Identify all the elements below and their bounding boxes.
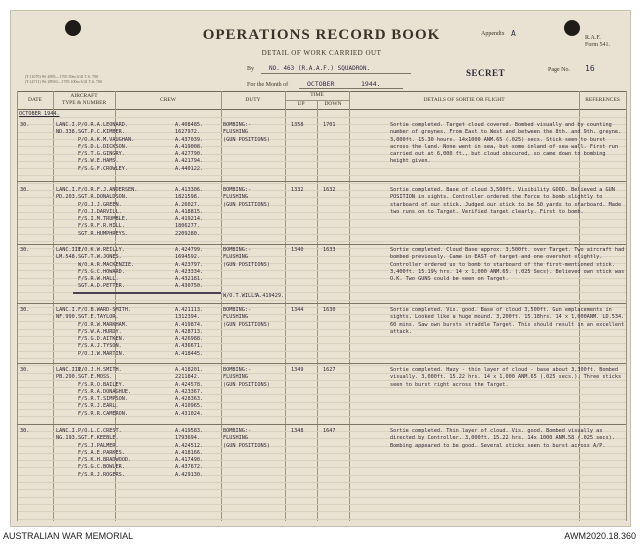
sortie-crew: F/O.B.WARD-SMITH. SGT.E.TAYLOR. F/O.R.W.MARKHAM. F/S.W.A.HURDY. F/S.G.D.AITKEN. F/S.A.J.TYSON. P/O.J.W.MARTIN. [78,307,132,357]
sortie-crew: F/O.R.F.J.ANDERSEN. SGT.R.DONALDSON. P/O.J.J.GREEN. F/O.J.DARVILL. F/S.I.M.TRUMBLE. F/S.R.F.R.HILL. SGT.R.HUMPHREYS. [78,187,138,237]
col-up: UP [297,101,305,107]
col-time: TIME [310,92,324,98]
ruled-line [18,175,626,176]
sortie-time-down: 1701 [323,122,336,128]
ruled-line [18,497,626,498]
sortie-duty: BOMBING:- FLUSHING (GUN POSITIONS) [223,247,270,268]
page-subtitle: DETAIL OF WORK CARRIED OUT [261,49,382,57]
sortie-details: Sortie completed. Base of cloud 3,500ft. Visibility GOOD. Believed a GUN POSITION in sights. Controller ordered the Force to bomb slightly to starboard of our stick. Judged our stick to be 50 yards to starboard. Made two runs on to Target. Verified target clearly. First to bomb. [390,187,622,215]
sortie-date: 30. [20,122,30,128]
sortie-crew-numbers: A.418201. 2211842. A.424578. A.423367. A.428363. A.410965. A.431024. [175,367,204,417]
sortie-time-up: 1344 [291,307,304,313]
month-value: OCTOBER [307,80,335,88]
sortie-crew: P/O.L.C.CREST. SGT.F.KEEBLE. F/S.J.PALMER. F/S.A.E.PARKES. F/S.K.H.BRADWOOD. F/S.G.C.BOWLER. F/S.R.J.ROGERS. [78,428,132,478]
appendix-label: Appendix [481,31,505,37]
sortie-details: Sortie completed. Cloud Base approx. 3,500ft. over Target. Two aircraft had bombed previously. Came in EAST of target and one overshot slightly. Controller ordered us to bomb to starboard of the first-mentioned stick. 3,400ft. 15.19½ hrs. 14 x 1,000 ANM.65. (.025 Secs). Believed own stick was O.K. Two GUNS could be seen on Target. [390,247,625,283]
ruled-line [18,489,626,490]
sortie-details: Sortie completed. Hazy - thin layer of cloud - base about 3,300ft. Bombed visually. 3,000ft. 15.22 hrs. 14 x 1,000 ANM.65 (.025 secs.). Three sticks seen to burst right across the Target. [390,367,622,388]
col-down: DOWN [324,101,342,107]
page-label: Page No. [548,67,570,73]
ruled-line [18,482,626,483]
sortie-details: Sortie completed. Target cloud covered. Bombed visually and by counting number of greynes. From East to West and between the 8th. and 9th. greyne. 3,000ft. 15.30 hours. 14x1000 ANM.65 (.025) secs. Stick seen to burst across the land. None went in sea, but some inland of sea wall. First run carried out at 6,000 ft., but cloud obscured, so came down to bombing height given. [390,122,622,165]
archive-name: AUSTRALIAN WAR MEMORIAL [3,531,134,541]
month-label: For the Month of [247,82,289,88]
ruled-line [18,300,626,301]
sortie-duty: BOMBING:- FLUSHING (GUN POSITIONS) [223,187,270,208]
sortie-crew: P/O.R.A.LEONARD. SGT.P.C.KIMBER. P/O.A.K.M.VAUGHAN. F/S.D.L.DICKSON. F/S.T.G.GINGRY. F/S.W.E.HAMS. F/S.G.F.CROWLEY. [78,122,135,172]
col-crew: CREW [160,97,176,103]
col-aircraft: AIRCRAFT TYPE & NUMBER [61,93,107,106]
sortie-date: 30. [20,247,30,253]
ruled-line [18,511,626,512]
sortie-time-up: 1358 [291,122,304,128]
raf-label: R.A.F. [585,35,601,41]
sortie-date: 30. [20,187,30,193]
by-label: By [247,66,255,72]
sortie-details: Sortie completed. Vis. good. Base of cloud 3,500ft. Gun emplacements in sights. Looked like a huge mound. 3,200ft. 15.18hrs. 14 x 1,000ANM. LD.534. 60 mins. Saw own bursts straddle Target. This should result in an excellent attack. [390,307,625,335]
sortie-crew: P/O.J.H.SMITH. SGT.E.MOSS. F/S.R.O.BAILEY. F/S.R.A.DONAGHUE. F/S.R.T.SIMPSON. F/S.R.J.EARL. F/S.R.R.CAMERON. [78,367,132,417]
sortie-aircraft: LANC.I. NF.990. [56,307,78,321]
extra-crew-number: A.419429. [256,293,285,299]
sortie-aircraft: LANC.III. LM.548. [56,247,85,261]
sortie-aircraft: LANC.I. PD.203. [56,187,78,201]
record-sheet [10,10,631,527]
sortie-duty: BOMBING:- FLUSHING (GUN POSITIONS) [223,367,270,388]
sortie-aircraft: LANC.I. NG.193. [56,428,78,442]
archive-footer [0,530,640,545]
page-title: OPERATIONS RECORD BOOK [202,27,441,43]
printer-notes: (T.11079) Wt 4995—1765 50m 6/41 T.S. 700 (T.14711) Wt 28910—1785 100m 6/41 T.S. 700 [25,74,102,84]
col-date: DATE [27,97,43,103]
sortie-aircraft: LANC.I. ND.338. [56,122,78,136]
sortie-crew: F/O.K.W.REILLY. SGT.T.W.JONES. W/O.A.R.MACKENZIE. F/S.G.C.HOWARD. F/S.R.W.HALL. SGT.A.D.PETTER. [78,247,135,290]
year-value: 1944. [361,80,381,88]
sortie-time-up: 1349 [291,367,304,373]
sortie-time-down: 1627 [323,367,336,373]
sortie-time-up: 1332 [291,187,304,193]
sortie-details: Sortie completed. Thin layer of cloud. Vis. good. Bombed visually as directed by Controller. 3,000ft. 15.22 hrs. 14x 1000 ANM.58 (.025 secs). Bombing appeared to be good. Several sticks seen to burst across A/P. [390,428,615,449]
sortie-date: 30. [20,428,30,434]
ruled-line [18,117,626,118]
ruled-line [18,519,626,520]
sortie-time-down: 1633 [323,247,336,253]
archive-reference: AWM2020.18.360 [564,531,636,541]
sortie-crew-numbers: A.421113. 1312394. A.419874. A.428713. A.426988. A.436671. A.418445. [175,307,204,357]
month-heading: OCTOBER 1944. [19,111,60,117]
sortie-duty: BOMBING:- FLUSHING (GUN POSITIONS) [223,307,270,328]
form-label: Form 541. [585,42,611,48]
ruled-line [18,183,626,184]
appendix-value: A [511,29,516,38]
sortie-date: 30. [20,307,30,313]
col-details: DETAILS OF SORTIE OR FLIGHT [423,97,505,103]
sortie-time-down: 1647 [323,428,336,434]
sortie-duty: BOMBING:- FLUSHING (GUN POSITIONS) [223,428,270,449]
sortie-aircraft: LANC.III. PB.290. [56,367,85,381]
sortie-crew-numbers: A.424799. 1694592. A.423797. A.423334. A.432181. A.430750. [175,247,204,290]
sortie-time-down: 1630 [323,307,336,313]
sortie-time-down: 1632 [323,187,336,193]
secret-stamp: SECRET [466,68,506,78]
col-duty: DUTY [245,97,261,103]
sortie-time-up: 1348 [291,428,304,434]
sortie-duty: BOMBING:- FLUSHING (GUN POSITIONS) [223,122,270,143]
col-references: REFERENCES [585,97,620,103]
extra-crew-member: W/O.T.WILLS. [223,293,261,299]
sortie-crew-numbers: A.419583. 1793694. A.424512. A.418166. A.417490. A.437672. A.429130. [175,428,204,478]
page-number: 16 [585,64,595,73]
sortie-crew-numbers: A.413306. 1821598. A.26027. A.418815. A.419214. 1806277. 2209280. [175,187,204,237]
squadron-name: NO. 463 (R.A.A.F.) SQUADRON. [269,65,371,72]
sortie-date: 30. [20,367,30,373]
ruled-line [18,241,626,242]
sortie-time-up: 1340 [291,247,304,253]
sortie-crew-numbers: A.408485. 1627972. A.437039. A.419008. A.427790. A.421794. A.440122. [175,122,204,172]
ruled-line [18,504,626,505]
